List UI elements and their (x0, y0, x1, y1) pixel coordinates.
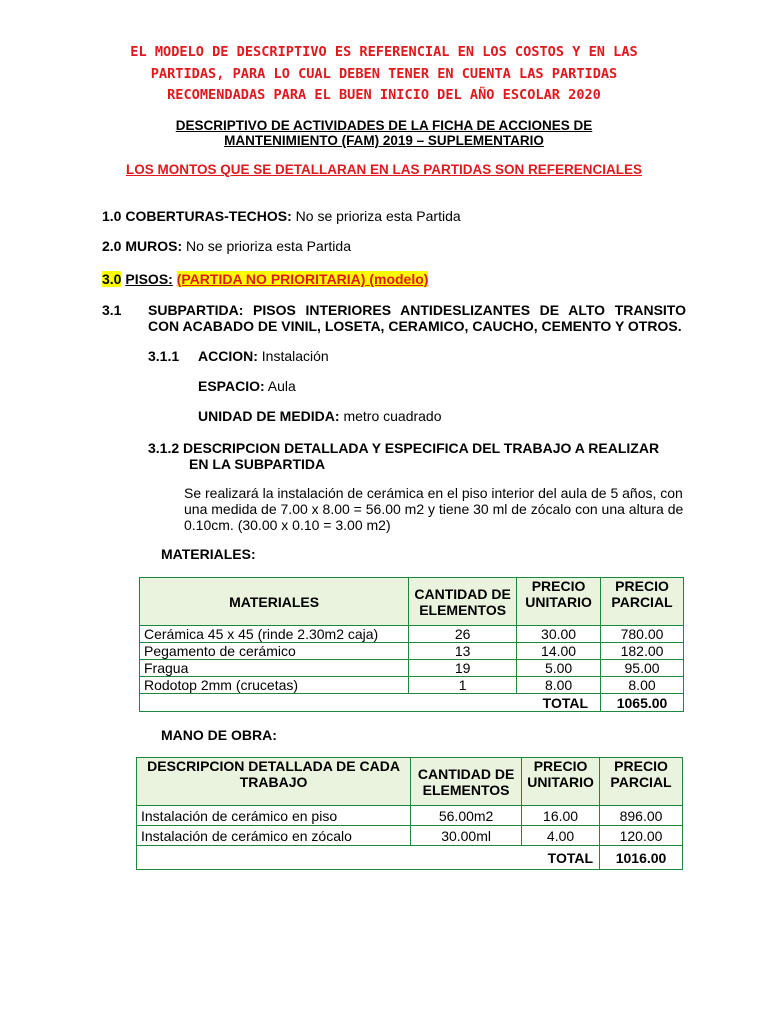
document-title-line-2: MANTENIMIENTO (FAM) 2019 – SUPLEMENTARIO (224, 133, 544, 148)
cell-unit-price: 4.00 (522, 826, 600, 846)
section-pisos: 3.0 PISOS: (PARTIDA NO PRIORITARIA) (modelo) (102, 271, 429, 287)
cell-material: Cerámica 45 x 45 (rinde 2.30m2 caja) (140, 626, 409, 643)
mano-obra-header-row (137, 758, 683, 806)
table-row (140, 660, 684, 677)
cell-partial-price: 95.00 (601, 660, 684, 677)
referential-amounts-notice: LOS MONTOS QUE SE DETALLARAN EN LAS PARTIDAS SON REFERENCIALES (125, 162, 643, 177)
total-value: 1016.00 (600, 846, 683, 870)
descripcion-para-line-2: una medida de 7.00 x 8.00 = 56.00 m2 y tiene 30 ml de zócalo con una altura de (184, 501, 684, 517)
cell-unit-price: 8.00 (517, 677, 601, 694)
header-precio-parcial: PRECIO PARCIAL (600, 758, 683, 806)
cell-qty: 19 (409, 660, 517, 677)
espacio-field: ESPACIO: Aula (198, 378, 296, 394)
subpartida-number: 3.1 (102, 302, 122, 318)
cell-qty: 56.00m2 (411, 806, 522, 826)
header-cantidad: CANTIDAD DE ELEMENTOS (409, 578, 517, 626)
warning-line-1: EL MODELO DE DESCRIPTIVO ES REFERENCIAL EN LOS COSTOS Y EN LAS (130, 44, 638, 60)
document-title-line-1: DESCRIPTIVO DE ACTIVIDADES DE LA FICHA DE ACCIONES DE (175, 118, 593, 133)
materiales-heading: MATERIALES: (161, 546, 256, 562)
cell-material: Pegamento de cerámico (140, 643, 409, 660)
table-row (140, 626, 684, 643)
section-muros: 2.0 MUROS: No se prioriza esta Partida (102, 238, 351, 254)
header-precio-parcial: PRECIO PARCIAL (601, 578, 684, 626)
subpartida-line-1: SUBPARTIDA: PISOS INTERIORES ANTIDESLIZANTES DE ALTO TRANSITO (148, 302, 686, 318)
cell-qty: 30.00ml (411, 826, 522, 846)
cell-unit-price: 16.00 (522, 806, 600, 826)
materiales-header-row (140, 578, 684, 626)
header-precio-unitario: PRECIO UNITARIO (517, 578, 601, 626)
header-materiales: MATERIALES (140, 578, 409, 626)
descripcion-para-line-3: 0.10cm. (30.00 x 0.10 = 3.00 m2) (184, 517, 391, 533)
table-row (137, 806, 683, 826)
cell-unit-price: 14.00 (517, 643, 601, 660)
materiales-total-row (140, 694, 684, 712)
cell-unit-price: 30.00 (517, 626, 601, 643)
warning-line-3: RECOMENDADAS PARA EL BUEN INICIO DEL AÑO ESCOLAR 2020 (167, 87, 601, 103)
cell-partial-price: 182.00 (601, 643, 684, 660)
total-label: TOTAL (137, 846, 600, 870)
subpartida-line-2: CON ACABADO DE VINIL, LOSETA, CERAMICO, CAUCHO, CEMENTO Y OTROS. (148, 318, 682, 334)
total-label: TOTAL (140, 694, 601, 712)
descripcion-para-line-1: Se realizará la instalación de cerámica en el piso interior del aula de 5 años, con (184, 485, 683, 501)
descripcion-heading-line-1: 3.1.2 DESCRIPCION DETALLADA Y ESPECIFICA DEL TRABAJO A REALIZAR (148, 440, 660, 456)
cell-partial-price: 8.00 (601, 677, 684, 694)
cell-qty: 26 (409, 626, 517, 643)
cell-material: Fragua (140, 660, 409, 677)
header-descripcion: DESCRIPCION DETALLADA DE CADA TRABAJO (137, 758, 411, 806)
warning-line-2: PARTIDAS, PARA LO CUAL DEBEN TENER EN CUENTA LAS PARTIDAS (150, 66, 618, 82)
cell-partial-price: 896.00 (600, 806, 683, 826)
table-row (137, 826, 683, 846)
cell-description: Instalación de cerámico en piso (137, 806, 411, 826)
materiales-table (139, 577, 684, 712)
mano-obra-table (136, 757, 683, 870)
descripcion-heading-line-2: EN LA SUBPARTIDA (189, 456, 326, 472)
cell-description: Instalación de cerámico en zócalo (137, 826, 411, 846)
mano-obra-total-row (137, 846, 683, 870)
accion-number: 3.1.1 (148, 348, 180, 364)
unidad-medida-field: UNIDAD DE MEDIDA: metro cuadrado (198, 408, 442, 424)
cell-material: Rodotop 2mm (crucetas) (140, 677, 409, 694)
accion-field: ACCION: Instalación (198, 348, 329, 364)
cell-partial-price: 780.00 (601, 626, 684, 643)
total-value: 1065.00 (601, 694, 684, 712)
mano-obra-heading: MANO DE OBRA: (161, 727, 277, 743)
header-cantidad: CANTIDAD DE ELEMENTOS (411, 758, 522, 806)
cell-qty: 1 (409, 677, 517, 694)
table-row (140, 677, 684, 694)
cell-partial-price: 120.00 (600, 826, 683, 846)
table-row (140, 643, 684, 660)
section-coberturas: 1.0 COBERTURAS-TECHOS: No se prioriza esta Partida (102, 208, 461, 224)
header-precio-unitario: PRECIO UNITARIO (522, 758, 600, 806)
cell-qty: 13 (409, 643, 517, 660)
cell-unit-price: 5.00 (517, 660, 601, 677)
